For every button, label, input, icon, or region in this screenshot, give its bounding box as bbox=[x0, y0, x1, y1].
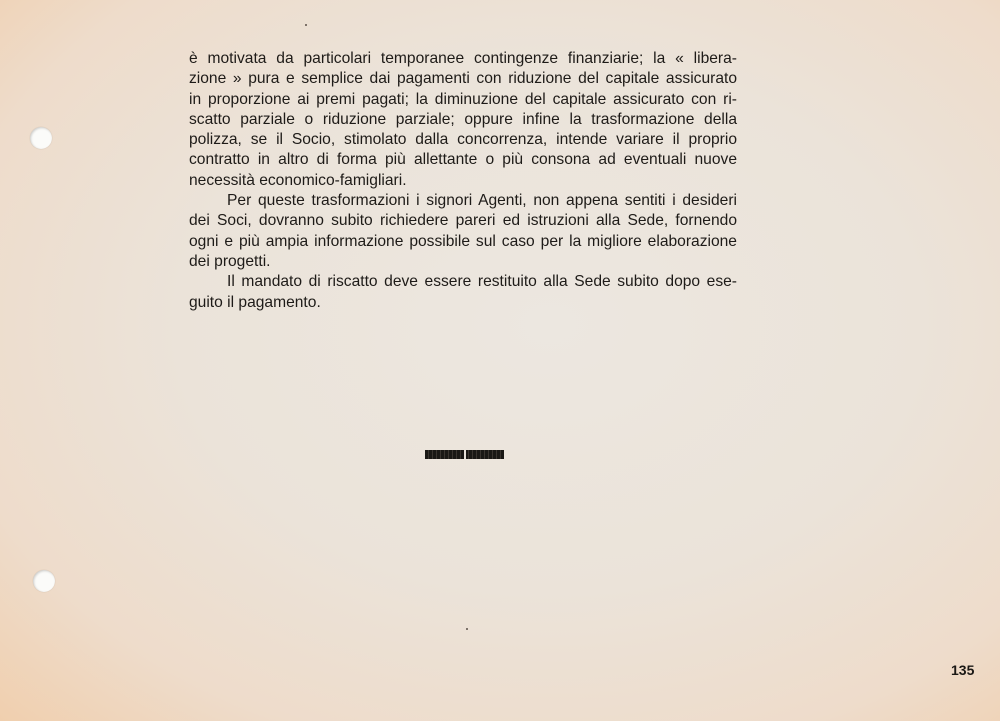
page-number: 135 bbox=[951, 662, 975, 678]
paper-speck bbox=[305, 24, 307, 26]
text-line: è motivata da particolari temporanee contingenze finanziarie; la « libera- bbox=[189, 50, 737, 67]
text-line: dei Soci, dovranno subito richiedere pareri ed istruzioni alla Sede, fornendo bbox=[189, 212, 737, 230]
text-line: contratto in altro di forma più allettante o più consona ad eventuali nuove bbox=[189, 151, 737, 169]
text-line: ogni e più ampia informazione possibile sul caso per la migliore elaborazione bbox=[189, 232, 737, 250]
text-line: guito il pagamento. bbox=[189, 293, 321, 311]
section-separator bbox=[425, 450, 504, 459]
punch-hole-top bbox=[30, 127, 52, 149]
paragraph-2 bbox=[189, 191, 737, 272]
text-line: polizza, se il Socio, stimolato dalla concorrenza, intende variare il proprio bbox=[189, 131, 737, 149]
text-line: Per queste trasformazioni i signori Agenti, non appena sentiti i desideri bbox=[227, 192, 737, 210]
text-line: zione » pura e semplice dai pagamenti con riduzione del capitale assicurato bbox=[189, 70, 737, 88]
paragraph-3 bbox=[189, 272, 737, 313]
text-line: Il mandato di riscatto deve essere restituito alla Sede subito dopo ese- bbox=[227, 273, 737, 291]
text-line: dei progetti. bbox=[189, 252, 271, 270]
text-line: necessità economico-famigliari. bbox=[189, 171, 407, 189]
paper-speck bbox=[466, 628, 468, 630]
text-line: in proporzione ai premi pagati; la diminuzione del capitale assicurato con ri- bbox=[189, 90, 737, 108]
body-text bbox=[189, 49, 737, 313]
paragraph-1 bbox=[189, 49, 737, 191]
text-line: scatto parziale o riduzione parziale; oppure infine la trasformazione della bbox=[189, 110, 737, 128]
punch-hole-bottom bbox=[33, 570, 55, 592]
